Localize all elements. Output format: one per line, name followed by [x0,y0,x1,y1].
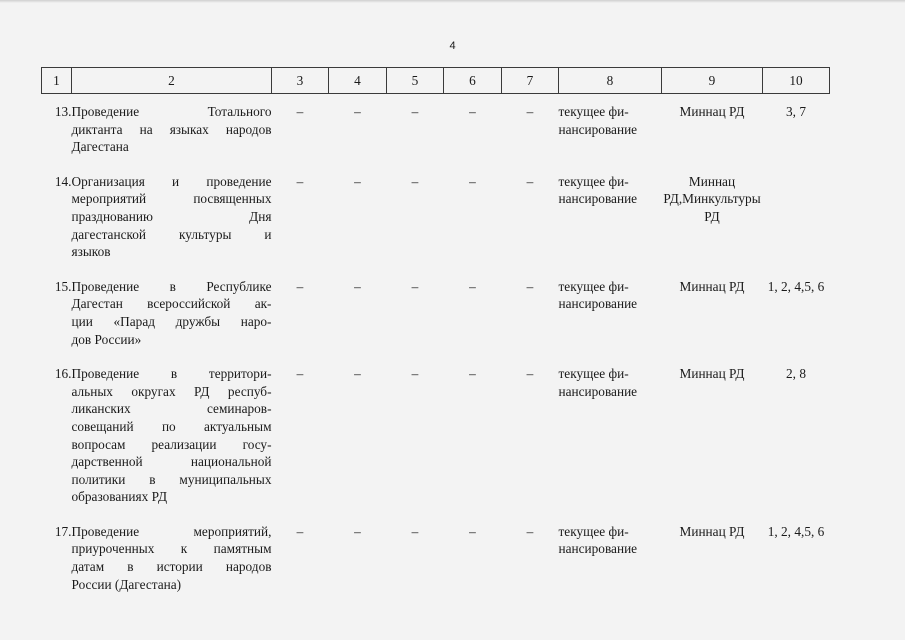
amount-dash: – [354,173,361,189]
amount-dash: – [411,523,419,539]
activity-name-line: Проведение в Республике [71,278,272,294]
activity-name-line: Дагестан всероссийской ак- [71,296,272,312]
activity-name-line: России (Дагестана) [71,576,182,592]
activity-name-line: диктанта на языках народов [71,121,272,137]
amount-dash: – [296,278,304,294]
target-indicators-line: 2, 8 [786,366,806,382]
activity-name-line: приуроченных к памятным [71,541,272,557]
responsible-body-line: Миннац РД [679,104,745,119]
funding-source [559,348,662,506]
amount-dash: – [526,366,534,382]
responsible-body [662,348,763,506]
activity-name [72,506,272,593]
activity-name-line: празднованию Дня [71,208,272,224]
column-header-3: 3 [272,68,329,94]
column-header-8: 8 [559,68,662,94]
plan-table [41,67,830,593]
activity-name-line: Проведение Тотального [71,104,272,119]
amount-dash: – [354,278,361,294]
responsible-body-line: Миннац РД, [663,173,736,207]
funding-source-line: нансирование [558,541,638,557]
funding-source-line: текущее фи- [558,278,629,294]
amount-dash: – [411,104,419,119]
target-indicators-line: 5, 6 [804,523,825,539]
column-header-4: 4 [329,68,387,94]
amount-dash: – [354,523,361,539]
row-number: 15. [54,278,72,294]
activity-name-line: датам в истории народов [71,559,272,575]
activity-name-line: ции «Парад дружбы наро- [71,313,272,329]
amount-dash: – [411,173,419,189]
responsible-body [662,94,763,156]
target-indicators-line: 3, 7 [786,104,806,119]
table-row [42,348,830,506]
target-indicators-line: 1, 2, 4, [767,278,805,294]
responsible-body-line: Минкультуры РД [682,191,761,224]
funding-source-line: текущее фи- [558,523,629,539]
target-indicators [763,261,830,348]
activity-name [72,94,272,156]
page-number: 4 [449,40,456,52]
target-indicators [763,506,830,593]
amount-dash: – [469,366,476,382]
amount-dash: – [526,173,534,189]
funding-source-line: нансирование [558,191,638,207]
activity-name-line: совещаний по актуальным [71,418,272,434]
amount-dash: – [526,104,534,119]
column-header-1: 1 [42,68,72,94]
table-row [42,156,830,261]
activity-name-line: Дагестана [71,139,129,155]
funding-source-line: нансирование [558,383,638,399]
responsible-body [662,156,763,261]
target-indicators [763,348,830,506]
amount-dash: – [526,278,534,294]
amount-dash: – [411,366,419,382]
target-indicators-line: 5, 6 [804,278,825,294]
activity-name-line: Организация и проведение [71,173,272,189]
column-header-6: 6 [444,68,502,94]
amount-dash: – [526,523,534,539]
target-indicators [763,94,830,156]
responsible-body-line: Миннац РД [679,278,745,294]
activity-name-line: мероприятий посвященных [71,191,272,207]
amount-dash: – [296,104,304,119]
activity-name [72,348,272,506]
activity-name-line: политики в муниципальных [71,471,272,487]
amount-dash: – [354,104,361,119]
table-row [42,261,830,348]
amount-dash: – [469,173,476,189]
page-edge [0,0,905,3]
responsible-body-line: Миннац РД [679,523,745,539]
row-number: 17. [54,523,72,539]
responsible-body [662,506,763,593]
amount-dash: – [469,104,476,119]
activity-name-line: языков [71,244,111,260]
activity-name-line: дарственной национальной [71,454,272,470]
funding-source-line: текущее фи- [558,366,629,382]
column-header-10: 10 [763,68,830,94]
row-number: 14. [54,173,72,189]
activity-name-line: ликанских семинаров- [71,401,272,417]
amount-dash: – [354,366,361,382]
target-indicators [763,156,830,261]
column-header-7: 7 [502,68,559,94]
activity-name-line: дов России» [71,331,142,347]
funding-source-line: нансирование [558,121,638,137]
table-row [42,506,830,593]
amount-dash: – [411,278,419,294]
amount-dash: – [469,523,476,539]
activity-name-line: Проведение в территори- [71,366,272,382]
funding-source [559,156,662,261]
funding-source-line: текущее фи- [558,104,629,119]
amount-dash: – [469,278,476,294]
activity-name-line: Проведение мероприятий, [71,523,272,539]
activity-name-line: альных округах РД респуб- [71,383,272,399]
target-indicators-line: 1, 2, 4, [767,523,805,539]
responsible-body-line: Миннац РД [679,366,745,382]
amount-dash: – [296,366,304,382]
funding-source [559,506,662,593]
activity-name [72,261,272,348]
column-header-2: 2 [72,68,272,94]
funding-source [559,261,662,348]
activity-name-line: вопросам реализации госу- [71,436,272,452]
activity-name-line: дагестанской культуры и [71,226,272,242]
activity-name-line: образованиях РД [71,489,168,505]
funding-source-line: нансирование [558,296,638,312]
funding-source-line: текущее фи- [558,173,629,189]
row-number: 13. [54,104,72,119]
header-row [42,68,830,94]
column-header-5: 5 [387,68,444,94]
amount-dash: – [296,523,304,539]
column-header-9: 9 [662,68,763,94]
responsible-body [662,261,763,348]
activity-name [72,156,272,261]
row-number: 16. [54,366,72,382]
funding-source [559,94,662,156]
amount-dash: – [296,173,304,189]
table-row [42,94,830,156]
